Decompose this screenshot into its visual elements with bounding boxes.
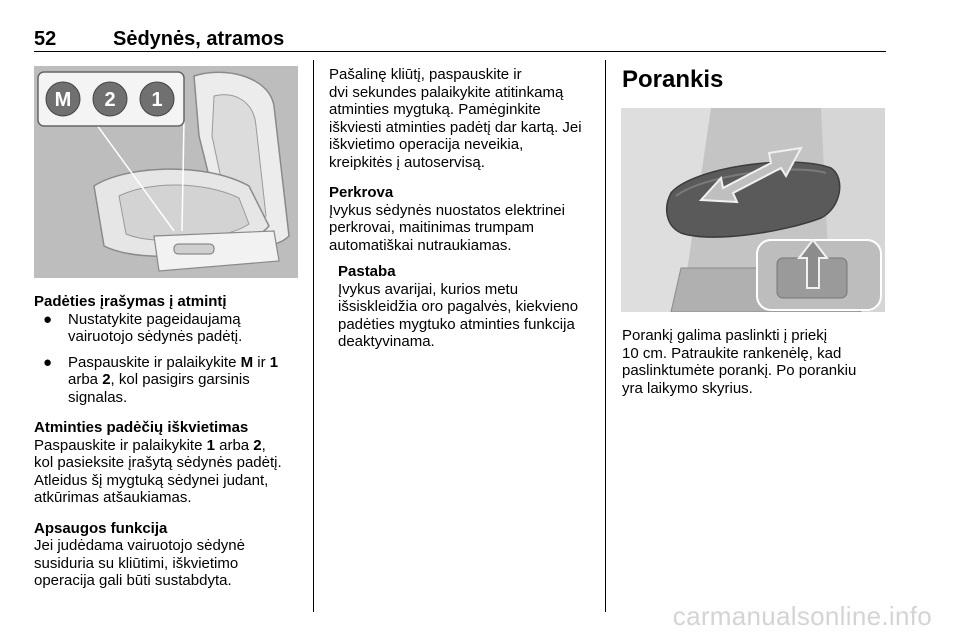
intro-line-6: kreipkitės į autoservisą. [329, 153, 485, 171]
note-line-1: Įvykus avarijai, kurios metu [338, 280, 519, 298]
bullet-dot: ● [43, 310, 53, 328]
overload-line-1: Įvykus sėdynės nuostatos elektrinei [329, 201, 565, 219]
intro-line-3: atminties mygtuką. Pamėginkite [329, 101, 541, 118]
armrest-title: Porankis [622, 66, 724, 93]
armrest-figure [621, 108, 885, 312]
overload-heading: Perkrova [329, 184, 394, 201]
protection-line-3: operacija gali būti sustabdyta. [34, 572, 232, 589]
seat-memory-figure [34, 66, 298, 278]
header-rule [34, 51, 886, 52]
section-title: Sėdynės, atramos [113, 28, 285, 50]
page-number: 52 [34, 28, 57, 50]
overload-line-3: automatiškai nutraukiamas. [329, 236, 512, 254]
bullet-2-line-2: arba 2, kol pasigirs garsinis [68, 371, 250, 388]
seat-illustration [34, 66, 298, 278]
intro-line-5: iškvietimo operacija neveikia, [329, 136, 524, 153]
armrest-line-3: paslinktumėte porankį. Po porankiu [622, 362, 857, 379]
recall-line-3: Atleidus šį mygtuką sėdynei judant, [34, 471, 269, 489]
protection-line-2: susiduria su kliūtimi, iškvietimo [34, 554, 239, 572]
bullet-1-line-1: Nustatykite pageidaujamą [68, 310, 241, 328]
note-line-3: padėties mygtuko atminties funkcija [338, 315, 575, 333]
column-separator-1 [313, 60, 314, 612]
armrest-line-2: 10 cm. Patraukite rankenėlę, kad [622, 344, 842, 362]
bullet-1-line-2: vairuotojo sėdynės padėtį. [68, 328, 243, 345]
bullet-item-2 [34, 354, 306, 407]
column-2-text [329, 66, 601, 351]
column-3-text [622, 327, 884, 397]
recall-line-1: Paspauskite ir palaikykite 1 arba 2, [34, 436, 266, 454]
note-line-2: išsiskleidžia oro pagalvės, kiekvieno [338, 298, 579, 315]
recall-line-4: atkūrimas atšaukiamas. [34, 489, 192, 506]
protection-heading: Apsaugos funkcija [34, 519, 168, 537]
recall-heading: Atminties padėčių iškvietimas [34, 419, 249, 436]
memory-button-m-label: M [54, 89, 72, 111]
note-line-4: deaktyvinama. [338, 333, 435, 350]
bullet-2-line-1: Paspauskite ir palaikykite M ir 1 [68, 353, 279, 371]
intro-line-1: Pašalinę kliūtį, paspauskite ir [329, 66, 522, 83]
memory-heading: Padėties įrašymas į atmintį [34, 293, 227, 310]
memory-button-2-label: 2 [104, 89, 116, 111]
note-block [329, 263, 601, 351]
armrest-line-1: Porankį galima paslinkti į priekį [622, 327, 828, 344]
overload-line-2: perkrovai, maitinimas trumpam [329, 219, 535, 236]
note-heading: Pastaba [338, 263, 396, 280]
armrest-line-4: yra laikymo skyrius. [622, 379, 753, 397]
armrest-illustration [621, 108, 885, 312]
bullet-item-1 [34, 311, 306, 346]
protection-line-1: Jei judėdama vairuotojo sėdynė [34, 537, 245, 554]
memory-bullets [34, 311, 306, 407]
intro-line-4: iškviesti atminties padėtį dar kartą. Jei [329, 118, 582, 136]
recall-line-2: kol pasieksite įrašytą sėdynės padėtį. [34, 454, 282, 471]
bullet-dot: ● [43, 353, 53, 371]
bullet-2-line-3: signalas. [68, 388, 128, 406]
column-1-text [34, 293, 306, 590]
column-separator-2 [605, 60, 606, 612]
memory-button-1-label: 1 [151, 89, 163, 111]
intro-line-2: dvi sekundes palaikykite atitinkamą [329, 83, 564, 101]
watermark: carmanualsonline.info [672, 601, 932, 631]
